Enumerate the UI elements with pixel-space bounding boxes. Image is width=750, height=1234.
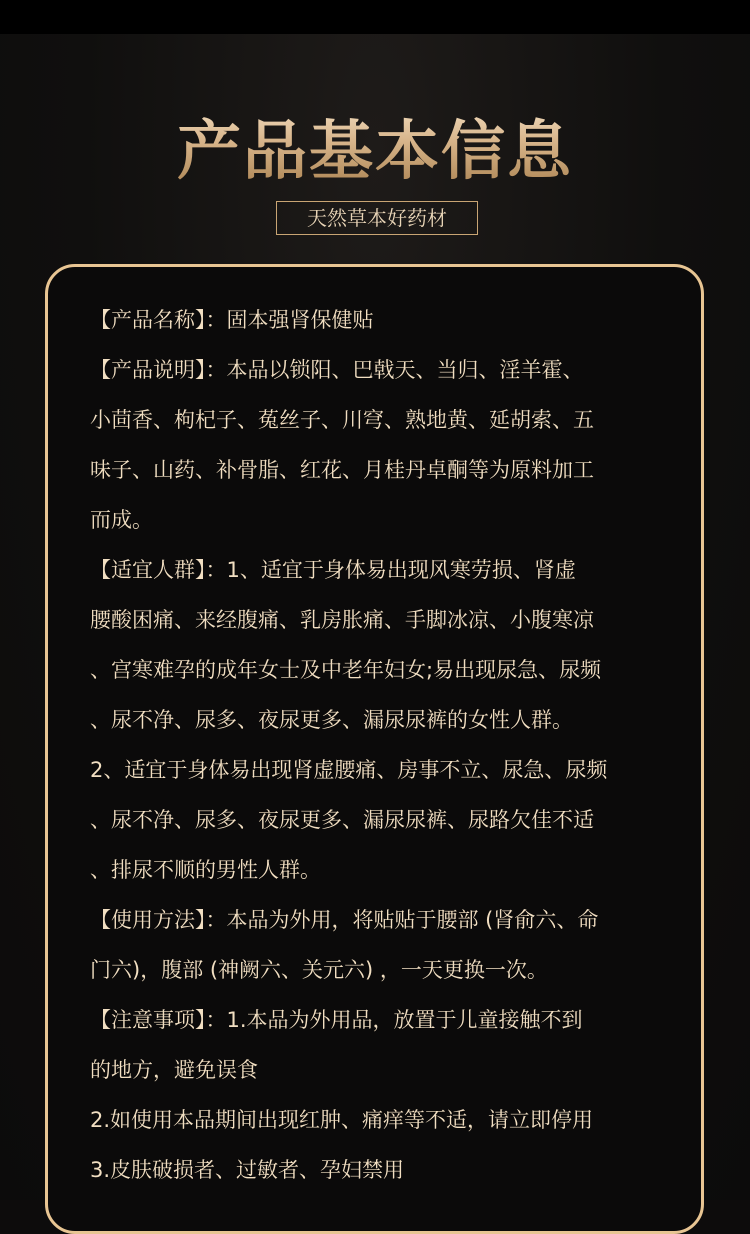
info-line: 【适宜人群】：1、适宜于身体易出现风寒劳损、肾虚	[90, 558, 576, 582]
top-strip	[0, 0, 750, 34]
info-line: 2.如使用本品期间出现红肿、痛痒等不适，请立即停用	[90, 1108, 594, 1132]
info-line: 【产品说明】：本品以锁阳、巴戟天、当归、淫羊霍、	[90, 358, 584, 382]
info-line: 、尿不净、尿多、夜尿更多、漏尿尿裤、尿路欠佳不适	[90, 808, 594, 832]
info-line: 小茴香、枸杞子、菟丝子、川穹、熟地黄、延胡索、五	[90, 408, 594, 432]
info-line: 【产品名称】：固本强肾保健贴	[90, 308, 374, 332]
info-line: 、宫寒难孕的成年女士及中老年妇女;易出现尿急、尿频	[90, 658, 602, 682]
page-title: 产品基本信息	[0, 100, 750, 192]
info-line: 、尿不净、尿多、夜尿更多、漏尿尿裤的女性人群。	[90, 708, 573, 732]
info-line: 的地方，避免误食	[90, 1058, 258, 1082]
info-text	[90, 295, 670, 1195]
info-line: 而成。	[90, 508, 153, 532]
info-line: 腰酸困痛、来经腹痛、乳房胀痛、手脚冰凉、小腹寒凉	[90, 608, 594, 632]
info-line: 【注意事项】：1.本品为外用品，放置于儿童接触不到	[90, 1008, 583, 1032]
subtitle-badge: 天然草本好药材	[276, 201, 478, 235]
info-line: 味子、山药、补骨脂、红花、月桂丹卓酮等为原料加工	[90, 458, 594, 482]
info-line: 、排尿不顺的男性人群。	[90, 858, 321, 882]
info-line: 2、适宜于身体易出现肾虚腰痛、房事不立、尿急、尿频	[90, 758, 608, 782]
info-line: 门六)，腹部 (神阙六、关元六) ，一天更换一次。	[90, 958, 548, 982]
info-line: 【使用方法】：本品为外用，将贴贴于腰部 (肾俞六、命	[90, 908, 599, 932]
info-line: 3.皮肤破损者、过敏者、孕妇禁用	[90, 1158, 405, 1182]
